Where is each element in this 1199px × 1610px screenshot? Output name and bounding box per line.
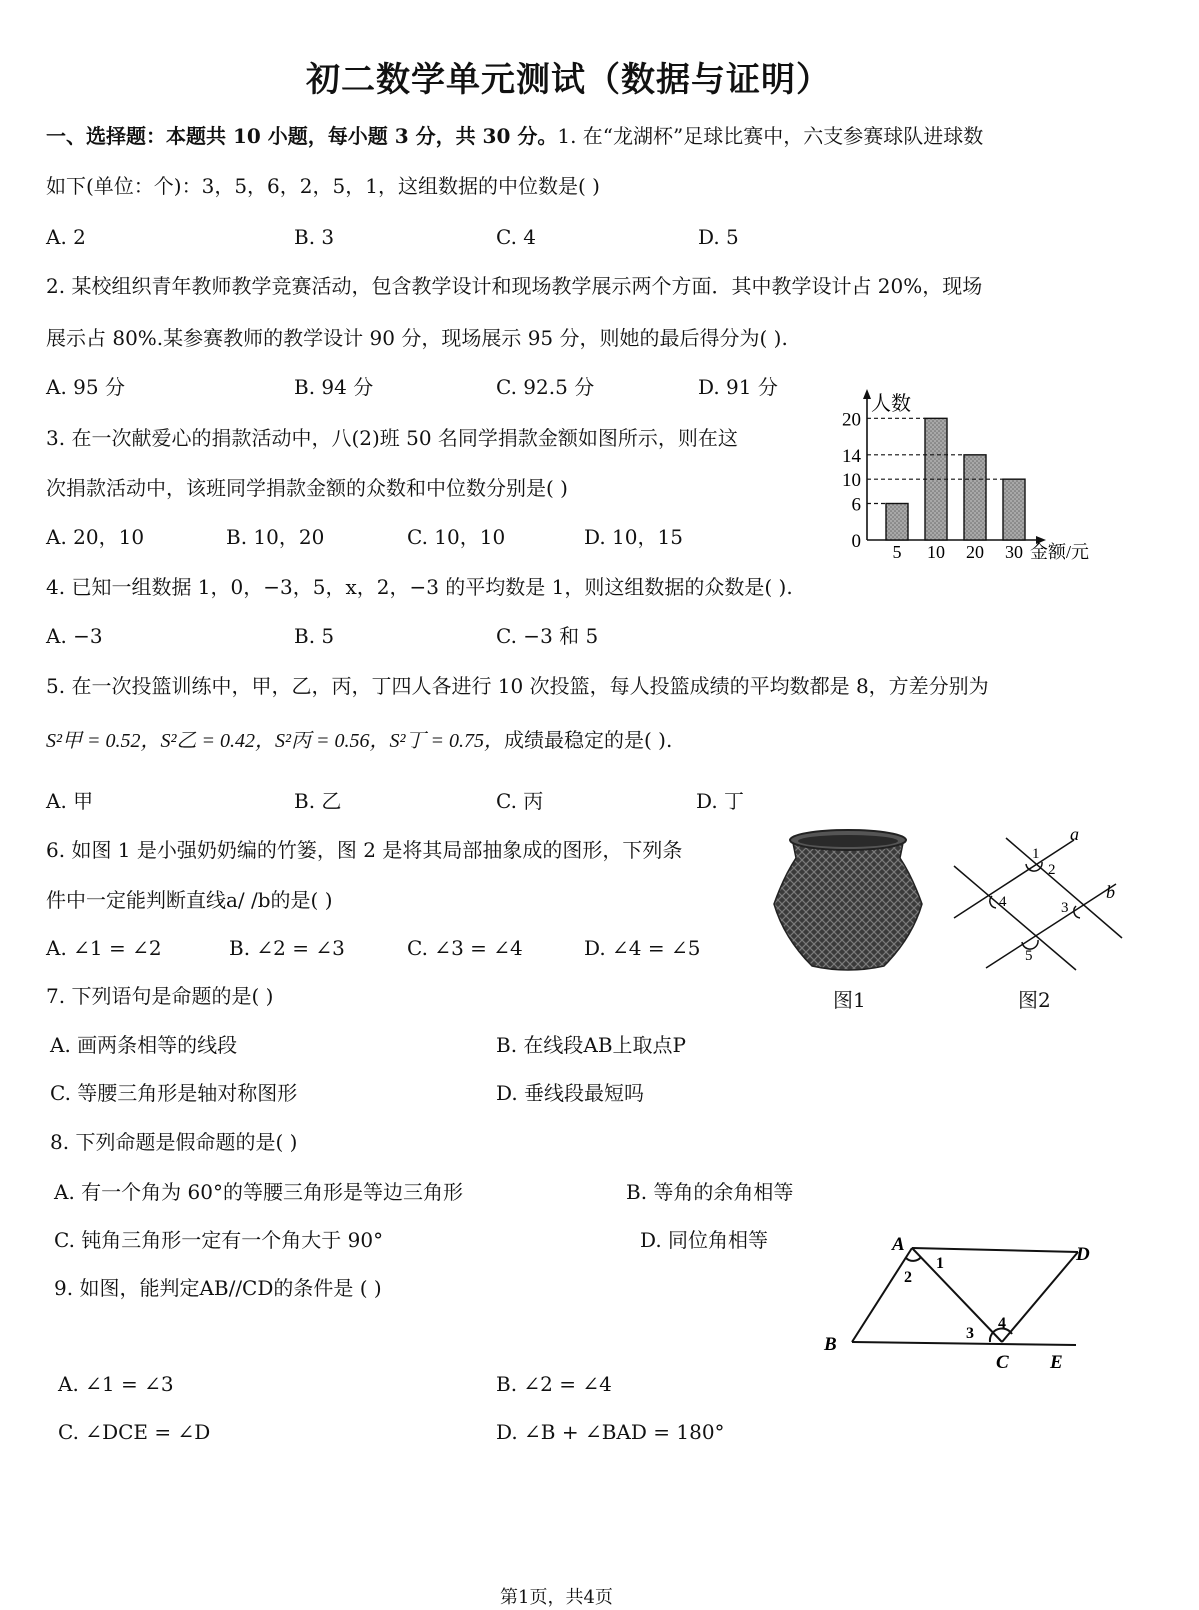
bar-20 [964,455,986,540]
q6-line1: 6. 如图 1 是小强奶奶编的竹篓，图 2 是将其局部抽象成的图形，下列条 [46,838,683,862]
q2-option-c[interactable]: C. 92.5 分 [496,375,595,399]
figure-1-caption: 图1 [833,988,866,1012]
section-heading: 一、选择题：本题共 10 小题，每小题 3 分，共 30 分。 [46,124,558,148]
q8-option-a[interactable]: A. 有一个角为 60°的等腰三角形是等边三角形 [54,1180,463,1204]
line-b-label: b [1106,882,1115,902]
q7-line1: 7. 下列语句是命题的是( ) [46,984,274,1008]
q2-option-b[interactable]: B. 94 分 [294,375,374,399]
q7-option-b[interactable]: B. 在线段AB上取点P [496,1033,687,1057]
angle-3-label: 3 [1061,900,1069,916]
q1-option-b[interactable]: B. 3 [294,225,335,249]
q2-option-a[interactable]: A. 95 分 [46,375,125,399]
q5-option-b[interactable]: B. 乙 [294,789,342,813]
point-c-label: C [996,1352,1009,1373]
q9-option-d[interactable]: D. ∠B + ∠BAD = 180° [496,1420,725,1444]
q8-option-d[interactable]: D. 同位角相等 [640,1228,769,1252]
bamboo-basket-figure [762,828,934,974]
q6-option-a[interactable]: A. ∠1 = ∠2 [46,936,162,960]
donation-bar-chart [826,386,1126,572]
x-tick-10: 10 [927,542,945,562]
variance-jia: S²甲 = 0.52， [46,730,161,752]
angle-4-label: 4 [999,894,1007,910]
q8-option-b[interactable]: B. 等角的余角相等 [626,1180,794,1204]
q5-tail: 成绩最稳定的是( ). [504,728,673,752]
y-tick-10: 10 [842,470,861,492]
q4-option-c[interactable]: C. −3 和 5 [496,624,599,648]
y-tick-20: 20 [842,409,861,431]
q6-option-d[interactable]: D. ∠4 = ∠5 [584,936,701,960]
page-title: 初二数学单元测试（数据与证明） [306,60,831,100]
q5-option-c[interactable]: C. 丙 [496,789,544,813]
point-e-label: E [1050,1352,1063,1373]
q5-option-d[interactable]: D. 丁 [696,789,745,813]
q1-option-c[interactable]: C. 4 [496,225,537,249]
q9-option-b[interactable]: B. ∠2 = ∠4 [496,1372,612,1396]
figure-2-caption: 图2 [1018,988,1051,1012]
x-tick-30: 30 [1005,542,1023,562]
x-tick-20: 20 [966,542,984,562]
q2-line1: 2. 某校组织青年教师教学竞赛活动，包含教学设计和现场教学展示两个方面．其中教学设计占 20%，现场 [46,274,983,298]
angle-1-label: 1 [1032,846,1040,862]
q3-option-b[interactable]: B. 10，20 [226,525,325,549]
q3-line1: 3. 在一次献爱心的捐款活动中，八(2)班 50 名同学捐款金额如图所示，则在这 [46,426,738,450]
q1-option-d[interactable]: D. 5 [698,225,739,249]
angle-1-label: 1 [936,1255,944,1272]
bar-30 [1003,479,1025,540]
angle-2-label: 2 [904,1269,912,1286]
q5-option-a[interactable]: A. 甲 [46,789,94,813]
parallel-lines-figure [946,818,1128,978]
q4-option-b[interactable]: B. 5 [294,624,335,648]
q2-option-d[interactable]: D. 91 分 [698,375,778,399]
quadrilateral-figure [816,1228,1106,1378]
variance-bing: S²丙 = 0.56， [275,730,390,752]
angle-3-label: 3 [966,1325,974,1342]
point-b-label: B [824,1334,837,1355]
y-tick-0: 0 [851,531,861,552]
y-axis-label: 人数 [871,393,911,415]
angle-2-label: 2 [1048,862,1056,878]
q1-text: 1. 在“龙湖杯”足球比赛中，六支参赛球队进球数 [557,124,984,148]
q5-variances [46,728,672,753]
x-axis-label: 金额/元 [1030,542,1090,562]
point-a-label: A [892,1234,905,1255]
bar-5 [886,504,908,541]
q7-option-d[interactable]: D. 垂线段最短吗 [496,1081,645,1105]
question-1-line1 [46,124,983,148]
variance-yi: S²乙 = 0.42， [160,730,275,752]
x-tick-5: 5 [892,542,902,562]
q7-option-c[interactable]: C. 等腰三角形是轴对称图形 [50,1081,298,1105]
q1-option-a[interactable]: A. 2 [46,225,86,249]
variance-ding: S²丁 = 0.75， [389,730,504,752]
angle-4-label: 4 [998,1315,1006,1332]
q6-option-c[interactable]: C. ∠3 = ∠4 [407,936,523,960]
point-d-label: D [1076,1244,1090,1265]
q2-line2: 展示占 80%.某参赛教师的教学设计 90 分，现场展示 95 分，则她的最后得分为( ). [46,326,788,350]
q4-line1: 4. 已知一组数据 1，0，−3，5，x，2，−3 的平均数是 1，则这组数据的众数是( ). [46,575,793,599]
q9-line1: 9. 如图，能判定AB//CD的条件是 ( ) [54,1276,382,1300]
q6-line2: 件中一定能判断直线a/ /b的是( ) [46,888,333,912]
q9-option-a[interactable]: A. ∠1 = ∠3 [58,1372,174,1396]
q8-option-c[interactable]: C. 钝角三角形一定有一个角大于 90° [54,1228,384,1252]
page-footer: 第1页，共4页 [500,1587,613,1608]
q3-option-a[interactable]: A. 20，10 [46,525,145,549]
bar-10 [925,418,947,540]
q4-option-a[interactable]: A. −3 [46,624,103,648]
q6-option-b[interactable]: B. ∠2 = ∠3 [229,936,345,960]
q9-option-c[interactable]: C. ∠DCE = ∠D [58,1420,211,1444]
q7-option-a[interactable]: A. 画两条相等的线段 [50,1033,238,1057]
line-a-label: a [1070,824,1079,844]
angle-5-label: 5 [1025,948,1033,964]
y-tick-6: 6 [851,494,861,516]
q1-line2: 如下(单位：个)：3，5，6，2，5，1，这组数据的中位数是( ) [46,174,600,198]
q8-line1: 8. 下列命题是假命题的是( ) [50,1130,298,1154]
q5-line1: 5. 在一次投篮训练中，甲，乙，丙，丁四人各进行 10 次投篮，每人投篮成绩的平均数都是 8，方差分别为 [46,674,989,698]
q3-line2: 次捐款活动中，该班同学捐款金额的众数和中位数分别是( ) [46,476,568,500]
q3-option-d[interactable]: D. 10，15 [584,525,683,549]
y-tick-14: 14 [842,445,861,467]
q3-option-c[interactable]: C. 10，10 [407,525,506,549]
